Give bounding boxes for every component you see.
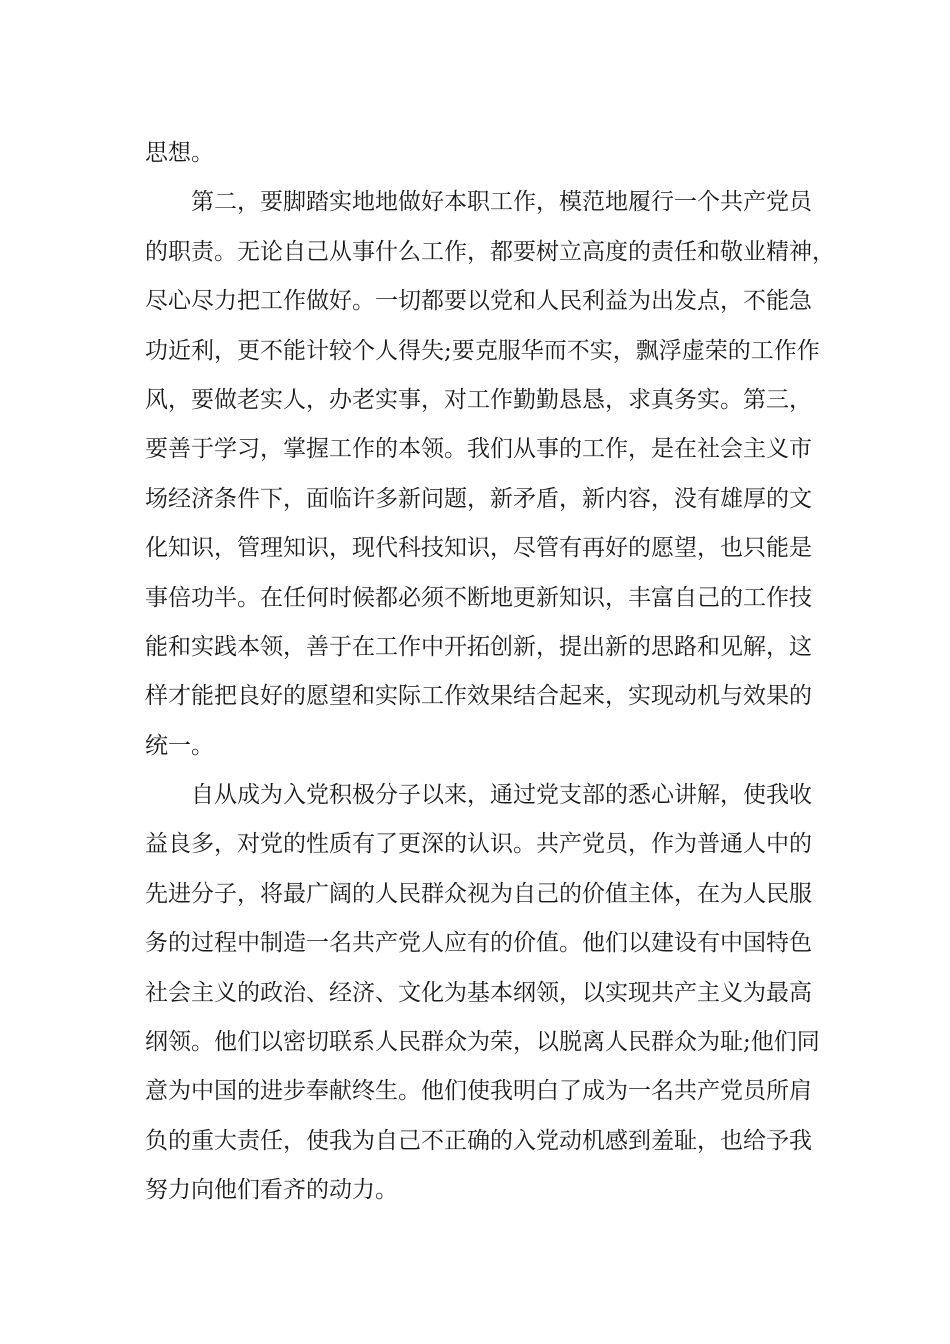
- text-line: 思想。: [145, 140, 214, 166]
- paragraph-2: [145, 178, 835, 771]
- text-line: 场经济条件下，面临许多新问题，新矛盾，新内容，没有雄厚的文: [145, 485, 812, 512]
- text-line: 尽心尽力把工作做好。一切都要以党和人民利益为出发点，不能急: [145, 288, 812, 315]
- paragraph-1: [145, 129, 805, 178]
- text-line: 第二，要脚踏实地地做好本职工作，模范地履行一个共产党员: [191, 189, 812, 216]
- text-line: 益良多，对党的性质有了更深的认识。共产党员，作为普通人中的: [145, 831, 812, 858]
- text-line: 统一。: [145, 732, 214, 759]
- text-line: 社会主义的政治、经济、文化为基本纲领，以实现共产主义为最高: [145, 979, 812, 1006]
- text-line: 负的重大责任，使我为自己不正确的入党动机感到羞耻，也给予我: [145, 1127, 812, 1154]
- text-line: 先进分子，将最广阔的人民群众视为自己的价值主体，在为人民服: [145, 880, 812, 907]
- text-line: 努力向他们看齐的动力。: [145, 1177, 398, 1204]
- text-line: 功近利，更不能计较个人得失;要克服华而不实，飘浮虚荣的工作作: [145, 337, 820, 364]
- text-line: 务的过程中制造一名共产党人应有的价值。他们以建设有中国特色: [145, 930, 812, 957]
- text-line: 的职责。无论自己从事什么工作，都要树立高度的责任和敬业精神，: [145, 238, 835, 265]
- document-body: [145, 129, 835, 1216]
- text-line: 能和实践本领，善于在工作中开拓创新，提出新的思路和见解，这: [145, 633, 812, 660]
- text-line: 化知识，管理知识，现代科技知识，尽管有再好的愿望，也只能是: [145, 535, 812, 562]
- text-line: 纲领。他们以密切联系人民群众为荣，以脱离人民群众为耻;他们同: [145, 1029, 820, 1056]
- paragraph-3: [145, 771, 820, 1216]
- text-line: 自从成为入党积极分子以来，通过党支部的悉心讲解，使我收: [191, 782, 812, 809]
- text-line: 意为中国的进步奉献终生。他们使我明白了成为一名共产党员所肩: [145, 1078, 812, 1105]
- text-line: 事倍功半。在任何时候都必须不断地更新知识，丰富自己的工作技: [145, 584, 812, 611]
- text-line: 要善于学习，掌握工作的本领。我们从事的工作，是在社会主义市: [145, 436, 812, 463]
- text-line: 风，要做老实人，办老实事，对工作勤勤恳恳，求真务实。第三，: [145, 386, 812, 413]
- text-line: 样才能把良好的愿望和实际工作效果结合起来，实现动机与效果的: [145, 683, 812, 710]
